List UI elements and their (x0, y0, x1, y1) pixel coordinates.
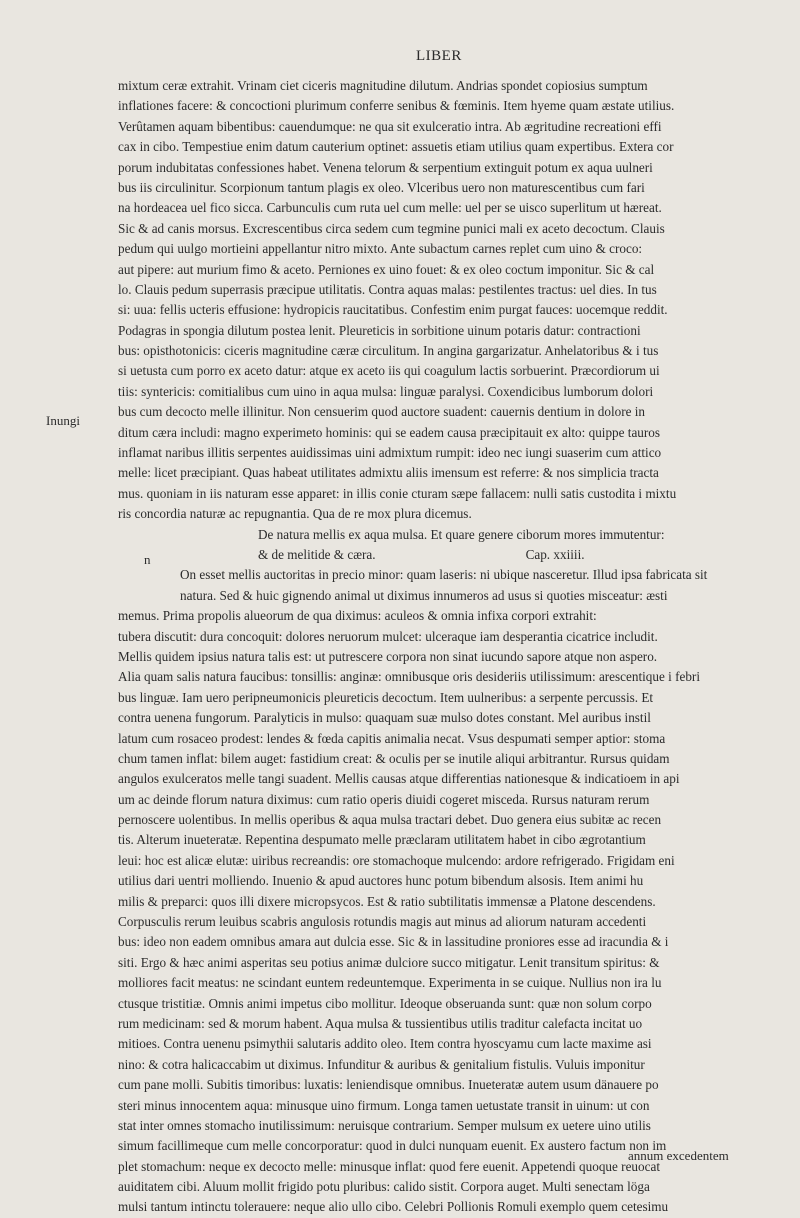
text-line: Mellis quidem ipsius natura talis est: ut putrescere corpora non sinat iucundo sapore atque non aspero. (118, 648, 658, 664)
text-line: milis & preparci: quos illi dixere micropsycos. Est & ratio subtilitatis immensæ a Platone descendens. (118, 893, 656, 909)
text-line: tis. Alterum inueteratæ. Repentina despumato melle præclaram utilitatem habet in cibo ægrotantium (118, 832, 646, 848)
text-line: mitioes. Contra uenenu psimythii salutaris addito oleo. Item contra hyoscyamu cum lacte maxime asi (118, 1036, 652, 1052)
text-line: contra uenena fungorum. Paralyticis in mulso: quaquam suæ mulso dotes constant. Mel auribus instil (118, 710, 651, 726)
text-line: bus: opisthotonicis: ciceris magnitudine cæræ circulitum. In angina gargarizatur. Anhelatoribus & i tus (118, 343, 659, 359)
text-line: inflationes facere: & concoctioni plurimum conferre senibus & fœminis. Item hyeme quam æstate utilius. (118, 98, 675, 114)
paragraph-chapter-23-end (118, 76, 762, 525)
text-line: ditum cæra includi: magno experimeto hominis: qui se eadem causa præcipitauit ex alto: quippe tauros (118, 424, 661, 440)
text-block (118, 76, 762, 1218)
catchword: annum excedentem (628, 1148, 729, 1163)
text-line: plet stomachum: neque ex decocto melle: minusque inflat: quod fere euenit. Appetendi quoque reuocat (118, 1158, 660, 1174)
text-line: na hordeacea uel fico sicca. Carbunculis cum ruta uel cum melle: uel per se uisco superlitum ut hæreat. (118, 200, 662, 216)
text-line: mixtum ceræ extrahit. Vrinam ciet ciceris magnitudine dilutum. Andrias spondet copiosius sumptum (118, 78, 648, 93)
text-line: Podagras in spongia dilutum postea lenit. Pleureticis in sorbitione uinum potaris datur: contractioni (118, 322, 641, 338)
text-line: On esset mellis auctoritas in precio minor: quam laseris: ni ubique nasceretur. Illud ipsa fabricata sit (180, 567, 708, 583)
text-line: ctusque tristitiæ. Omnis animi impetus cibo mollitur. Ideoque obseruanda sunt: quæ non solum corpo (118, 995, 652, 1011)
text-line: latum cum rosaceo prodest: lendes & fœda capitis animalia necat. Vsus despumati semper aptior: stoma (118, 730, 666, 746)
text-line: Verûtamen aquam bibentibus: cauendumque: ne qua sit exulceratio intra. Ab ægritudine recreationi effi (118, 118, 662, 134)
text-line: bus linguæ. Iam uero peripneumonicis pleureticis decoctum. Item uulneribus: a serpente percussis. Et (118, 689, 654, 705)
text-line: porum indubitatas confessiones habet. Venena telorum & serpentium extinguit potum ex aqua uulneri (118, 159, 653, 175)
text-line: bus: ideo non eadem omnibus amara aut dulcia esse. Sic & in lassitudine proniores esse ad iracundia & i (118, 934, 669, 950)
text-line: si: uua: fellis ucteris effusione: hydropicis raucitatibus. Confestim enim purgat fauces: uocemque reddit. (118, 302, 668, 318)
running-head: LIBER (416, 48, 462, 64)
text-line: Alia quam salis natura faucibus: tonsillis: anginæ: omnibusque oris desideriis utilissimum: arescentique i febri (118, 669, 700, 685)
text-line: molliores facit meatus: ne scindant euntem redeuntemque. Experimenta in se cuique. Nullius non ira lu (118, 975, 662, 991)
text-line: nino: & cotra halicaccabim ut diximus. Infunditur & auribus & genitalium fistulis. Vuluis imponitur (118, 1056, 645, 1072)
text-line: si uetusta cum porro ex aceto datur: atque ex aceto iis qui coagulum lactis sorbuerint. Præcordiorum ui (118, 363, 660, 379)
text-line: stat inter omnes stomacho inutilissimum: neruisque contrarium. Semper mulsum ex uetere uino utilis (118, 1117, 651, 1133)
text-line: melle: licet præcipiant. Quas habeat utilitates admixtu aliis imensum est referre: & nos simplicia tracta (118, 465, 659, 481)
text-line: tiis: syntericis: comitialibus cum uino in aqua mulsa: linguæ paralysi. Coxendicibus lumborum dolori (118, 383, 654, 399)
text-line: cum pane molli. Subitis timoribus: luxatis: leniendisque omnibus. Inueteratæ autem usum dänauere po (118, 1077, 659, 1093)
guide-letter: n (144, 552, 151, 567)
text-line: Corpusculis rerum leuibus scabris angulosis rotundis magis aut minus ad aliorum naturam accedenti (118, 914, 647, 930)
text-line: pedum qui uulgo mortieini appellantur nitro mixto. Ante subactum carnes replet cum uino & croco: (118, 241, 643, 257)
text-line: inflamat naribus illitis serpentes auidissimas uini admixtum rumpit: ideo nec iungi suaserim cum attico (118, 445, 662, 461)
text-line: memus. Prima propolis alueorum de qua diximus: aculeos & omnia infixa corpori extrahit: (118, 608, 597, 624)
text-line: cax in cibo. Tempestiue enim datum cauterium optinet: assuetis etiam utilius quam expertibus. Extera cor (118, 139, 674, 155)
text-line: chum tamen inflat: bilem auget: fastidium creat: & oculis per se inutile aliqui arbitrantur. Rursus quidam (118, 750, 670, 766)
text-line: aut pipere: aut murium fimo & aceto. Perniones ex uino fouet: & ex oleo coctum imponitur. Sic & cal (118, 261, 655, 277)
chapter-rubric-line-1: De natura mellis ex aqua mulsa. Et quare genere ciborum mores immutentur: (258, 526, 665, 542)
text-line: auiditatem cibi. Aluum mollit frigido potu pluribus: calido sistit. Corpora auget. Multi senectam löga (118, 1179, 650, 1195)
text-line: um ac deinde florum natura diximus: cum ratio operis diuidi cogeret misceda. Rursus naturam rerum (118, 791, 650, 807)
chapter-number: Cap. xxiiii. (525, 546, 585, 562)
text-line: siti. Ergo & hæc animi asperitas seu potius animæ dulciore succo mitigatur. Lenit transitum spiritus: & (118, 954, 660, 970)
paragraph-chapter-24 (88, 565, 762, 1218)
text-line: natura. Sed & huic gignendo animal ut diximus innumeros ad usus si quoties misceatur: æsti (180, 587, 668, 603)
text-line: angulos exulceratos melle tangi suadent. Mellis causas atque differentias nationesque & indicatioem in api (118, 771, 680, 787)
text-line: ris concordia naturæ ac repugnantia. Qua de re mox plura dicemus. (118, 506, 472, 522)
text-line: bus iis circulinitur. Scorpionum tantum plagis ex oleo. Vlceribus uero non maturescentibus cum fari (118, 179, 645, 195)
chapter-rubric-line-2 (118, 545, 762, 565)
text-line: bus cum decocto melle illinitur. Non censuerim quod auctore suadent: cauernis dentium in dolore in (118, 404, 645, 420)
text-line: leui: hoc est alicæ elutæ: uiribus recreandis: ore stomachoque mulcendo: ardore refrigerado. Frigidam eni (118, 852, 675, 868)
text-line: mulsi tantum intinctu tolerauere: neque alio ullo cibo. Celebri Pollionis Romuli exemplo quem cetesimu (118, 1199, 669, 1215)
text-line: utilius dari uentri molliendo. Inuenio & apud auctores hunc potum bibendum alsosis. Item animi hu (118, 873, 644, 889)
text-line: steri minus innocentem aqua: minusque uino firmum. Longa tamen uetustate transit in uinum: ut con (118, 1097, 650, 1113)
rubric-text: & de melitide & cæra. (258, 546, 376, 562)
marginal-note: Inungi (46, 413, 80, 428)
text-line: tubera discutit: dura concoquit: dolores neruorum mulcet: ulceraque iam desperantia cicatrice includit. (118, 628, 658, 644)
text-line: rum medicinam: sed & morum habent. Aqua mulsa & tussientibus utilis traditur calefacta incitat uo (118, 1015, 643, 1031)
text-line: pernoscere uolentibus. In mellis operibus & aqua mulsa tractari debet. Duo genera eius subitæ ac recen (118, 812, 662, 828)
text-line: lo. Clauis pedum superrasis præcipue utilitatis. Contra aquas malas: pestilentes tractus: uel dies. In tus (118, 281, 657, 297)
text-line: Sic & ad canis morsus. Excrescentibus circa sedem cum tegmine punici mali ex aceto decoctum. Clauis (118, 220, 665, 236)
text-line: mus. quoniam in iis naturam esse apparet: in illis conie cturam sæpe fallacem: nulli satis custodita i mixtu (118, 485, 677, 501)
text-line: simum facillimeque cum melle concorporatur: quod in dulci nunquam euenit. Ex austero factum non im (118, 1138, 667, 1154)
